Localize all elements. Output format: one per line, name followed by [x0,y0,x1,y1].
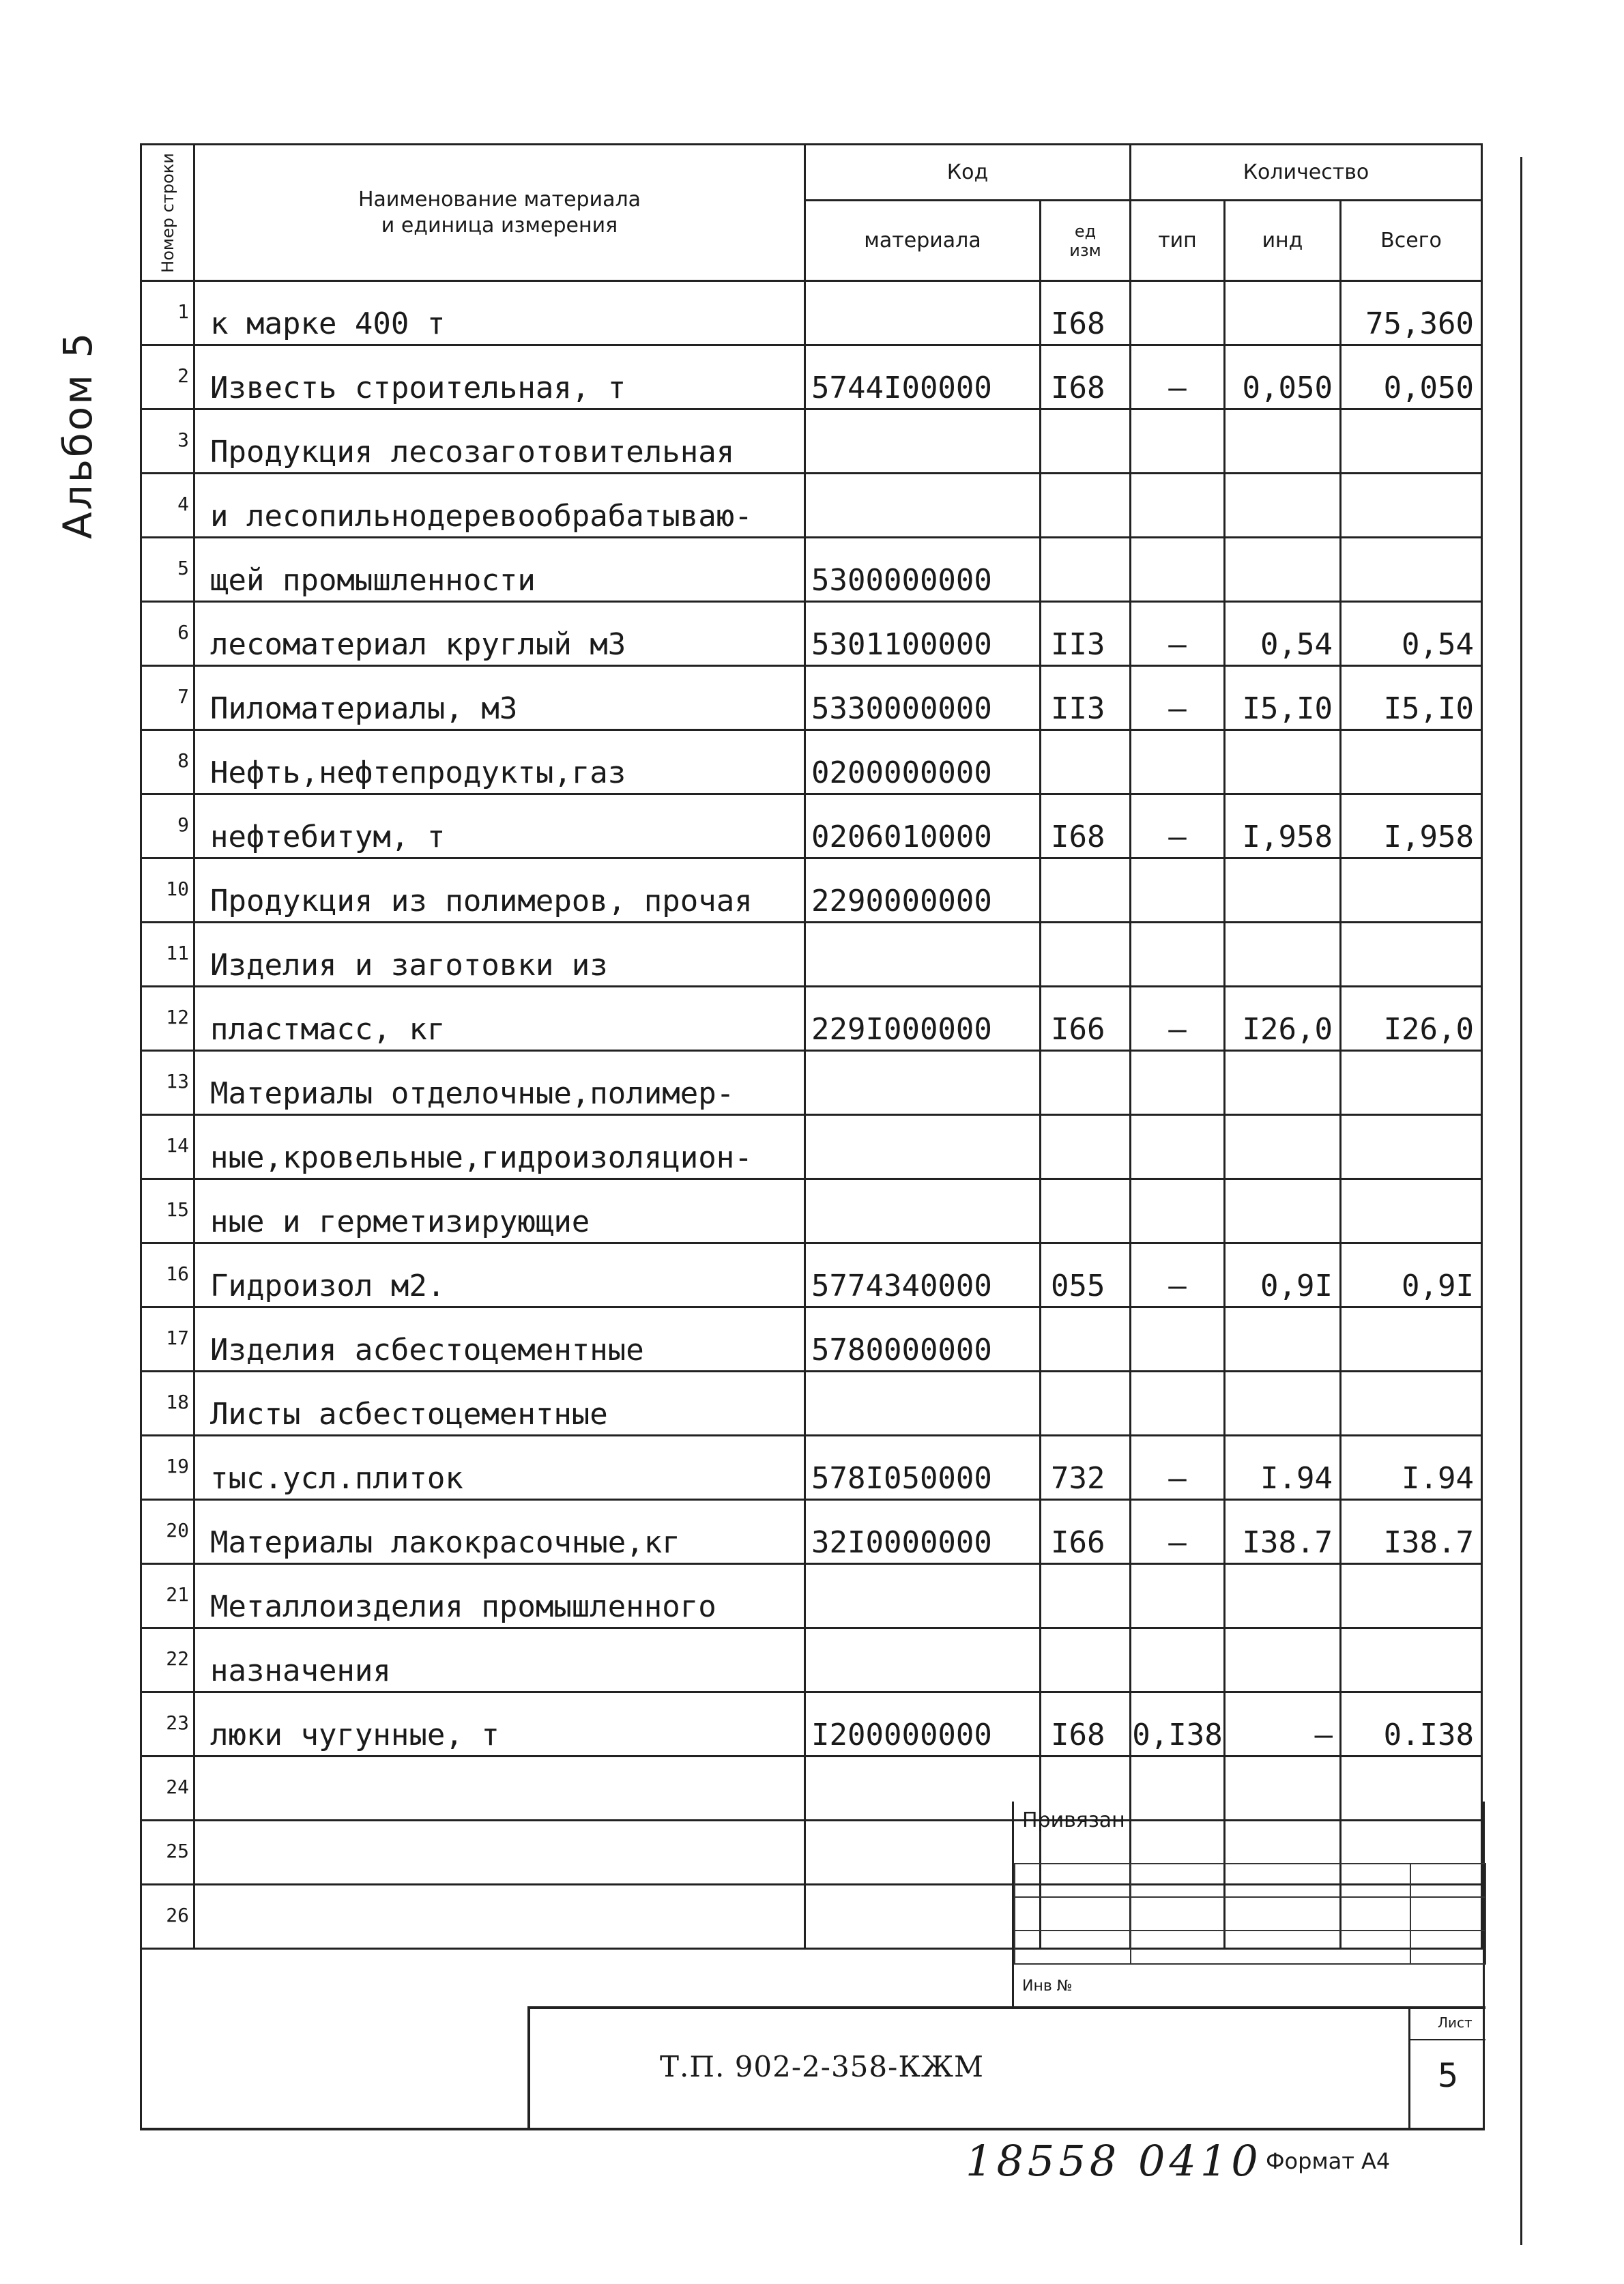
material-name: Пиломатериалы, м3 [194,666,805,730]
row-number: 15 [141,1179,194,1243]
qty-tip [1131,1179,1225,1243]
qty-total [1341,1115,1482,1179]
qty-tip: – [1131,1243,1225,1307]
qty-ind [1225,1372,1341,1436]
table-row [141,345,1482,409]
binding-box [1012,1802,1485,2006]
row-number: 10 [141,858,194,923]
qty-ind [1225,730,1341,794]
qty-tip [1131,1628,1225,1692]
qty-tip: – [1131,987,1225,1051]
qty-ind: – [1225,1692,1341,1757]
material-name: назначения [194,1628,805,1692]
qty-tip: – [1131,1500,1225,1564]
qty-ind [1225,1628,1341,1692]
unit-code [1041,858,1131,923]
qty-total [1341,1564,1482,1628]
material-code: 578I050000 [805,1436,1041,1500]
unit-code [1041,1115,1131,1179]
material-name: лесоматериал круглый м3 [194,602,805,666]
table-row [141,281,1482,345]
row-number: 1 [141,281,194,345]
qty-ind [1225,281,1341,345]
row-number: 18 [141,1372,194,1436]
qty-total [1341,1628,1482,1692]
material-name: Материалы лакокрасочные,кг [194,1500,805,1564]
qty-tip: 0,I38 [1131,1692,1225,1757]
row-number: 3 [141,409,194,474]
row-number: 5 [141,538,194,602]
qty-total: I5,I0 [1341,666,1482,730]
qty-tip: – [1131,602,1225,666]
qty-total [1341,1179,1482,1243]
binding-grid [1014,1863,1486,1965]
header-unit: ед изм [1041,201,1131,281]
unit-code: I68 [1041,281,1131,345]
qty-tip [1131,858,1225,923]
table-row [141,1051,1482,1115]
material-name: тыс.усл.плиток [194,1436,805,1500]
qty-tip [1131,474,1225,538]
unit-code: I68 [1041,1692,1131,1757]
unit-code: I66 [1041,987,1131,1051]
row-number: 20 [141,1500,194,1564]
unit-code: I66 [1041,1500,1131,1564]
unit-code: II3 [1041,602,1131,666]
material-code [805,281,1041,345]
qty-ind: I,958 [1225,794,1341,858]
sheet-label: Лист [1438,2014,1473,2031]
qty-total [1341,858,1482,923]
table-row [141,1243,1482,1307]
unit-code: I68 [1041,345,1131,409]
material-code [805,1372,1041,1436]
qty-ind [1225,1564,1341,1628]
material-name: люки чугунные, т [194,1692,805,1757]
qty-total [1341,1307,1482,1372]
qty-tip: – [1131,794,1225,858]
format-label: Формат А4 [1266,2148,1391,2174]
qty-ind: I5,I0 [1225,666,1341,730]
table-row [141,1436,1482,1500]
row-number: 16 [141,1243,194,1307]
row-number: 17 [141,1307,194,1372]
table-row [141,1115,1482,1179]
qty-tip [1131,409,1225,474]
qty-total: 75,360 [1341,281,1482,345]
qty-tip [1131,1051,1225,1115]
material-name: Нефть,нефтепродукты,газ [194,730,805,794]
unit-code [1041,923,1131,987]
qty-total [1341,1372,1482,1436]
qty-total: I26,0 [1341,987,1482,1051]
header-total: Всего [1341,201,1482,281]
table-row [141,474,1482,538]
table-row [141,1564,1482,1628]
material-name: ные,кровельные,гидроизоляцион- [194,1115,805,1179]
row-number: 22 [141,1628,194,1692]
unit-code [1041,1051,1131,1115]
table-row [141,858,1482,923]
table-row [141,538,1482,602]
material-code [805,1115,1041,1179]
material-name: к марке 400 т [194,281,805,345]
row-number: 23 [141,1692,194,1757]
header-ind: инд [1225,201,1341,281]
qty-tip [1131,538,1225,602]
row-number: 13 [141,1051,194,1115]
qty-total: I38.7 [1341,1500,1482,1564]
unit-code [1041,1372,1131,1436]
qty-total: 0,54 [1341,602,1482,666]
qty-ind [1225,538,1341,602]
qty-tip [1131,281,1225,345]
bound-label: Привязан [1022,1808,1125,1832]
material-code: 32I0000000 [805,1500,1041,1564]
material-code: 5300000000 [805,538,1041,602]
stamp-block [527,2006,1485,2130]
qty-tip [1131,1564,1225,1628]
unit-code [1041,1307,1131,1372]
material-code [805,1179,1041,1243]
material-code [805,923,1041,987]
material-code [805,1564,1041,1628]
qty-ind [1225,858,1341,923]
qty-total [1341,409,1482,474]
material-name: Изделия асбестоцементные [194,1307,805,1372]
row-number: 14 [141,1115,194,1179]
row-number: 2 [141,345,194,409]
sheet-number: 5 [1437,2057,1459,2095]
qty-total [1341,1051,1482,1115]
unit-code [1041,1564,1131,1628]
material-code: 5780000000 [805,1307,1041,1372]
header-row-number: Номер строки [141,145,194,281]
qty-total [1341,730,1482,794]
qty-tip [1131,1372,1225,1436]
row-number: 8 [141,730,194,794]
material-name: Материалы отделочные,полимер- [194,1051,805,1115]
material-name: Металлоизделия промышленного [194,1564,805,1628]
table-row [141,923,1482,987]
header-name: Наименование материала и единица измерения [194,145,805,281]
qty-total [1341,538,1482,602]
sheet-box [1408,2009,1485,2130]
qty-ind: 0,050 [1225,345,1341,409]
unit-code [1041,1179,1131,1243]
material-code: 0200000000 [805,730,1041,794]
material-name: Гидроизол м2. [194,1243,805,1307]
material-code [805,409,1041,474]
header-material: материала [805,201,1041,281]
material-name: и лесопильнодеревообрабатываю- [194,474,805,538]
qty-total: 0.I38 [1341,1692,1482,1757]
qty-total [1341,474,1482,538]
qty-tip [1131,1307,1225,1372]
row-number: 12 [141,987,194,1051]
row-number: 4 [141,474,194,538]
material-code [805,474,1041,538]
document-code: Т.П. 902-2-358-КЖМ [660,2050,985,2083]
row-number: 26 [141,1885,194,1949]
material-code [805,1628,1041,1692]
qty-ind: I38.7 [1225,1500,1341,1564]
qty-ind: 0,54 [1225,602,1341,666]
qty-ind [1225,1307,1341,1372]
material-code: 229I000000 [805,987,1041,1051]
material-code: 2290000000 [805,858,1041,923]
document-sheet [140,143,1481,2128]
material-name: ные и герметизирующие [194,1179,805,1243]
qty-ind: I26,0 [1225,987,1341,1051]
right-margin-line [1520,157,1522,2245]
qty-tip [1131,1115,1225,1179]
unit-code: 732 [1041,1436,1131,1500]
material-name: Изделия и заготовки из [194,923,805,987]
material-name: Листы асбестоцементные [194,1372,805,1436]
qty-total: I,958 [1341,794,1482,858]
qty-ind: I.94 [1225,1436,1341,1500]
qty-ind [1225,1051,1341,1115]
row-number: 19 [141,1436,194,1500]
header-code-group: Код [805,145,1131,201]
unit-code: 055 [1041,1243,1131,1307]
table-row [141,1692,1482,1757]
qty-total: 0,050 [1341,345,1482,409]
table-row [141,730,1482,794]
material-code: 5744I00000 [805,345,1041,409]
qty-ind [1225,923,1341,987]
qty-tip [1131,923,1225,987]
material-code: 0206010000 [805,794,1041,858]
table-row [141,1628,1482,1692]
row-number: 11 [141,923,194,987]
material-name: Продукция лесозаготовительная [194,409,805,474]
unit-code [1041,1628,1131,1692]
table-row [141,1372,1482,1436]
qty-ind [1225,1179,1341,1243]
table-row [141,794,1482,858]
qty-tip: – [1131,666,1225,730]
row-number: 24 [141,1757,194,1821]
qty-total: 0,9I [1341,1243,1482,1307]
title-block [140,1802,1485,2130]
row-number: 7 [141,666,194,730]
material-name: нефтебитум, т [194,794,805,858]
qty-total [1341,923,1482,987]
row-number: 25 [141,1821,194,1885]
material-name: пластмасс, кг [194,987,805,1051]
table-row [141,602,1482,666]
table-row [141,1307,1482,1372]
unit-code [1041,730,1131,794]
table-row [141,1500,1482,1564]
qty-ind: 0,9I [1225,1243,1341,1307]
table-row [141,1179,1482,1243]
unit-code: I68 [1041,794,1131,858]
table-row [141,666,1482,730]
material-name: Продукция из полимеров, прочая [194,858,805,923]
qty-total: I.94 [1341,1436,1482,1500]
material-code: 5774340000 [805,1243,1041,1307]
qty-ind [1225,1115,1341,1179]
qty-tip [1131,730,1225,794]
table-row [141,409,1482,474]
qty-tip: – [1131,345,1225,409]
header-quantity-group: Количество [1131,145,1482,201]
unit-code [1041,474,1131,538]
header-tip: тип [1131,201,1225,281]
album-side-label: Альбом 5 [55,330,101,539]
row-number: 9 [141,794,194,858]
handwritten-number: 18558 0410 [966,2136,1262,2186]
row-number: 6 [141,602,194,666]
material-code: 5330000000 [805,666,1041,730]
material-name: щей промышленности [194,538,805,602]
qty-ind [1225,474,1341,538]
unit-code [1041,409,1131,474]
unit-code: II3 [1041,666,1131,730]
material-code [805,1051,1041,1115]
table-row [141,987,1482,1051]
inventory-number-label: Инв № [1022,1978,1073,1995]
unit-code [1041,538,1131,602]
material-code: 5301100000 [805,602,1041,666]
material-name: Известь строительная, т [194,345,805,409]
qty-ind [1225,409,1341,474]
qty-tip: – [1131,1436,1225,1500]
row-number: 21 [141,1564,194,1628]
material-code: I200000000 [805,1692,1041,1757]
materials-table [140,143,1483,1950]
